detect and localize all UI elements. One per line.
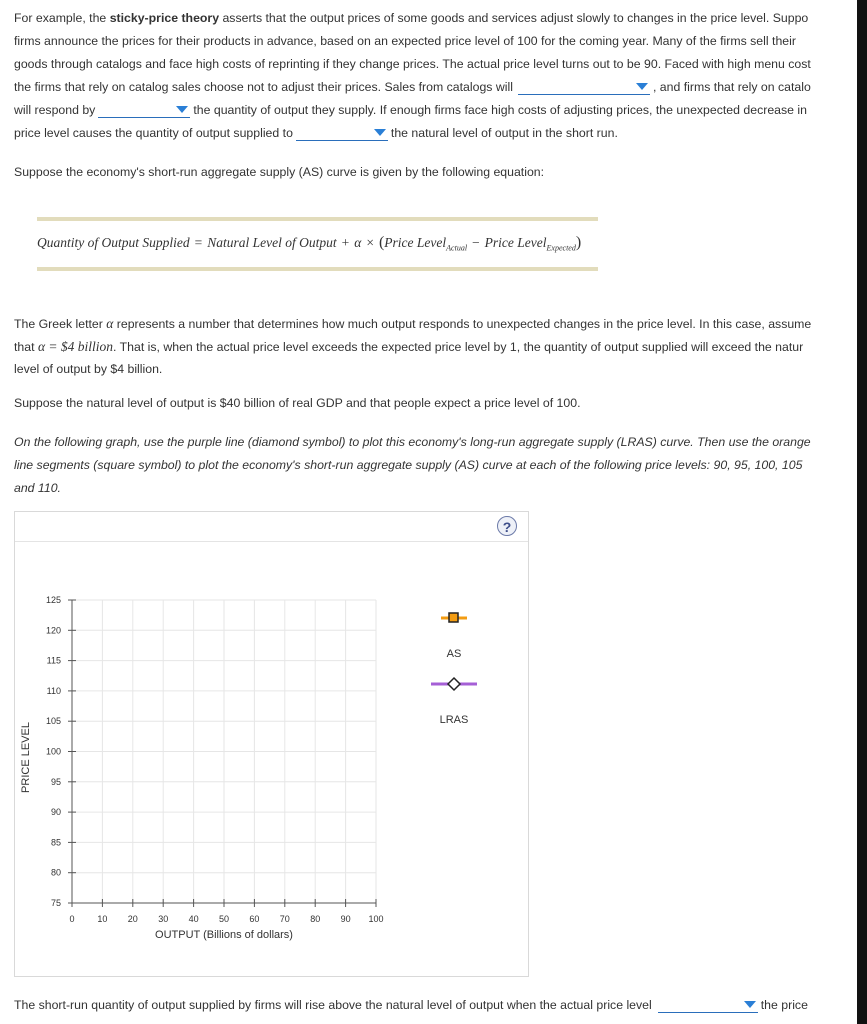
equation-alpha: α (354, 235, 362, 250)
alpha-text: represents a number that determines how much output responds to unexpected changes in the price level. In this case, assume (113, 317, 812, 331)
y-tick-label: 120 (45, 625, 61, 636)
vertical-scrollbar[interactable] (857, 0, 867, 1024)
instructions-line: and 110. (14, 481, 61, 495)
chevron-down-icon (744, 1001, 756, 1008)
instructions-line: line segments (square symbol) to plot the economy's short-run aggregate supply (AS) curve at each of the following price levels: 90, 95, 100, 105 (14, 458, 803, 472)
x-tick-label: 60 (249, 914, 260, 924)
x-tick-label: 100 (368, 914, 384, 924)
intro-text: firms announce the prices for their products in advance, based on an expected price level of 100 for the coming year. Many of the firms sell their (14, 34, 796, 48)
graph-instructions (14, 431, 857, 500)
price-level-dropdown[interactable] (658, 998, 758, 1013)
equation-price-actual: Price Level (384, 235, 447, 250)
x-axis-label: OUTPUT (Billions of dollars) (155, 929, 293, 941)
equation-minus: − (472, 235, 480, 250)
lras-legend-label: LRAS (439, 714, 469, 726)
natural-level-text (14, 392, 857, 415)
alpha-text: level of output by $4 billion. (14, 362, 163, 376)
chevron-down-icon (374, 129, 386, 136)
x-tick-label: 90 (340, 914, 351, 924)
y-tick-label: 115 (46, 655, 61, 666)
y-tick-label: 100 (45, 746, 61, 757)
bottom-text: The short-run quantity of output supplied by firms will rise above the natural level of output when the actual price level (14, 998, 652, 1012)
equation-equals: = (194, 235, 203, 250)
instructions-line: On the following graph, use the purple line (diamond symbol) to plot this economy's long-run aggregate supply (LRAS) curve. Then use the orange (14, 435, 811, 449)
suppose-as-line: Suppose the economy's short-run aggregate supply (AS) curve is given by the following equation: (14, 165, 545, 179)
y-tick-label: 125 (45, 595, 61, 605)
equation-top-rule (37, 217, 598, 221)
equation-lhs: Quantity of Output Supplied (37, 235, 190, 250)
intro-paragraph (14, 7, 857, 145)
x-tick-label: 20 (127, 914, 138, 924)
equation-box (37, 217, 598, 271)
equation-actual-subscript: Actual (446, 243, 468, 253)
intro-text: the quantity of output they supply. If enough firms face high costs of adjusting prices, the unexpected decrease in (193, 103, 807, 117)
equation-plus: + (341, 235, 350, 250)
as-tool[interactable] (441, 613, 467, 622)
natural-level-line: Suppose the natural level of output is $40 billion of real GDP and that people expect a price level of 100. (14, 396, 581, 410)
y-tick-label: 105 (45, 716, 61, 727)
equation-natural-level: Natural Level of Output (207, 235, 337, 250)
y-axis-label: PRICE LEVEL (20, 722, 32, 793)
as-legend-label: AS (446, 648, 462, 660)
chevron-down-icon (636, 83, 648, 90)
suppose-as-text (14, 161, 857, 184)
equation-open-paren: ( (378, 234, 385, 251)
chevron-down-icon (176, 106, 188, 113)
y-tick-label: 90 (50, 807, 61, 818)
graph-panel (14, 511, 529, 977)
intro-text: , and firms that rely on catalo (652, 80, 811, 94)
alpha-text: . That is, when the actual price level exceeds the expected price level by 1, the quantity of output supplied will exceed the natur (113, 340, 804, 354)
equation-price-expected: Price Level (484, 235, 547, 250)
x-tick-label: 40 (188, 914, 199, 924)
y-tick-label: 110 (46, 685, 61, 696)
as-square-icon (449, 613, 458, 622)
x-tick-label: 80 (310, 914, 321, 924)
intro-text: asserts that the output prices of some goods and services adjust slowly to changes in the price level. Suppo (219, 11, 809, 25)
output-supplied-dropdown[interactable] (296, 126, 388, 141)
x-tick-label: 50 (218, 914, 230, 924)
x-tick-label: 30 (158, 914, 169, 924)
intro-text: For example, the (14, 11, 110, 25)
alpha-paragraph (14, 312, 857, 381)
sticky-price-term: sticky-price theory (109, 11, 220, 25)
x-tick-label: 10 (97, 914, 108, 924)
chart-ticks (46, 595, 384, 924)
equation-times: × (366, 235, 374, 250)
equation-bottom-rule (37, 267, 598, 271)
alpha-value: α = $4 billion (37, 339, 114, 354)
intro-text: price level causes the quantity of output supplied to (14, 126, 293, 140)
lras-tool[interactable] (431, 678, 477, 690)
intro-text: the natural level of output in the short run. (390, 126, 618, 140)
alpha-text: that (14, 340, 38, 354)
lras-diamond-icon (448, 678, 460, 690)
intro-text: the firms that rely on catalog sales choose not to adjust their prices. Sales from catalogs will (14, 80, 513, 94)
firm-response-dropdown[interactable] (98, 103, 190, 118)
y-tick-label: 75 (50, 898, 61, 908)
y-tick-label: 80 (50, 867, 61, 878)
aggregate-supply-chart[interactable] (15, 512, 528, 976)
help-icon[interactable]: ? (497, 516, 517, 536)
intro-text: will respond by (14, 103, 96, 117)
catalog-sales-dropdown[interactable] (518, 80, 650, 95)
intro-text: goods through catalogs and face high costs of reprinting if they change prices. The actual price level turns out to be 90. Faced with high menu cost (14, 57, 811, 71)
y-tick-label: 85 (50, 837, 61, 848)
x-tick-label: 70 (279, 914, 290, 924)
x-tick-label: 0 (69, 914, 75, 924)
equation-expected-subscript: Expected (546, 243, 576, 253)
alpha-symbol: α (106, 316, 114, 331)
equation-close-paren: ) (575, 234, 582, 251)
bottom-text: the price (760, 998, 808, 1012)
y-tick-label: 95 (50, 776, 61, 787)
equation (37, 234, 581, 253)
alpha-text: The Greek letter (14, 317, 107, 331)
chart-grid (72, 600, 376, 903)
bottom-question (14, 994, 857, 1017)
